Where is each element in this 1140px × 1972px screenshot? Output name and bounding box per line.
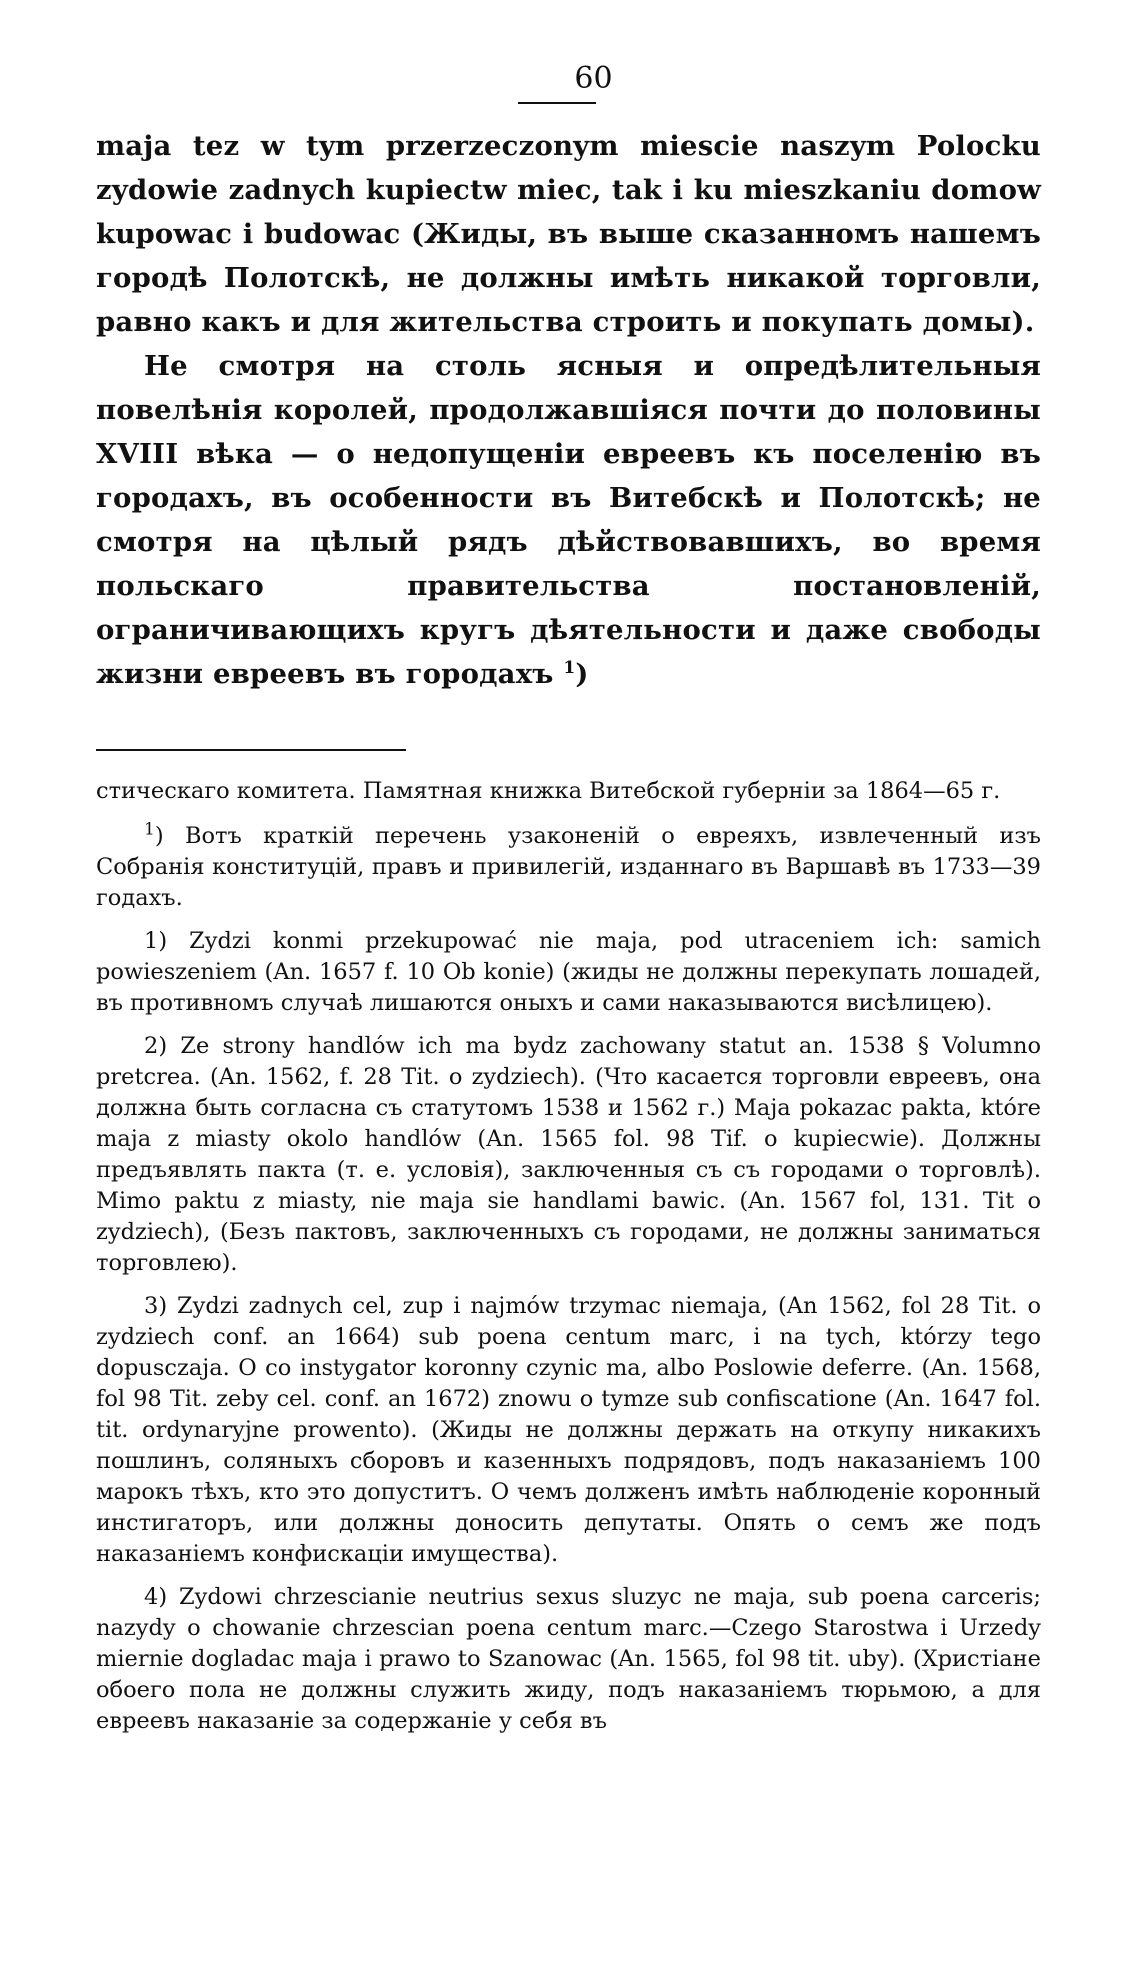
footnote-1-text: ) Вотъ краткій перечень узаконеній о евреяхъ, извлеченный изъ Собранія конституцій, правъ и привилегій, изданнаго въ Варшавѣ въ 1733—39 годахъ. xyxy=(96,823,1041,911)
footnote-1 xyxy=(96,821,1041,914)
footnote-rule xyxy=(96,749,406,751)
body-paragraph-2-text: Не смотря на столь ясныя и опредѣлительныя повелѣнія королей, продолжавшіяся почти до половины XVIII вѣка — о недопущеніи евреевъ къ поселенію въ городахъ, въ особенности въ Витебскѣ и Полотскѣ; не смотря на цѣлый рядъ дѣйствовавшихъ, во время польскаго правительства постановленій, ограничивающихъ кругъ дѣятельности и даже свободы жизни евреевъ въ городахъ xyxy=(96,350,1041,690)
page-number: 60 xyxy=(574,61,613,96)
footnote-item-3: 3) Zydzi zadnych cel, zup i najmów trzymac niemaja, (An 1562, fol 28 Tit. o zydziech conf. an 1664) sub poena centum marc, i na tych, którzy tego dopusczaja. O co instygator koronny czynic ma, albo Poslowie deferre. (An. 1568, fol 98 Tit. zeby cel. conf. an 1672) znowu o tymze sub confiscatione (An. 1647 fol. tit. ordynaryjne prowento). (Жиды не должны держать на откупу никакихъ пошлинъ, соляныхъ сборовъ и казенныхъ подрядовъ, подъ наказаніемъ 100 марокъ тѣхъ, кто это допуститъ. О чемъ долженъ имѣть наблюденіе коронный инстигаторъ, или должны доносить депутаты. Опять о семъ же подъ наказаніемъ конфискаціи имущества). xyxy=(96,1293,1041,1567)
main-text xyxy=(96,124,1041,696)
footnote-1-mark: 1 xyxy=(144,819,155,840)
footnote-reference: 1 xyxy=(563,657,576,678)
footnote-continuation: стическаго комитета. Памятная книжка Витебской губерніи за 1864—65 г. xyxy=(96,778,1001,804)
footnote-item-2: 2) Ze strony handlów ich ma bydz zachowany statut an. 1538 § Volumno pretcrea. (An. 1562, f. 28 Tit. o zydziech). (Что касается торговли евреевъ, она должна быть согласна съ статутомъ 1538 и 1562 г.) Maja pokazac pakta, które maja z miasty okolo handlów (An. 1565 fol. 98 Tif. o kupiecwie). Должны предъявлять пакта (т. е. условія), заключенныя съ съ городами о торговлѣ). Mimo paktu z miasty, nie maja sie handlami bawic. (An. 1567 fol, 131. Tit o zydziech), (Безъ пактовъ, заключенныхъ съ городами, не должны заниматься торговлею). xyxy=(96,1033,1041,1276)
document-page xyxy=(96,60,1041,1749)
body-paragraph-2 xyxy=(96,344,1041,696)
footnote-item-4: 4) Zydowi chrzescianie neutrius sexus sluzyc ne maja, sub poena carceris; nazydy o chowanie chrzescian poena centum marc.—Czego Starostwa i Urzedy miernie dogladac maja i prawo to Szanowac (An. 1565, fol 98 tit. uby). (Христіане обоего пола не должны служить жиду, подъ наказаніемъ тюрьмою, а для евреевъ наказаніе за содержаніе у себя въ xyxy=(96,1584,1041,1734)
page-number-rule xyxy=(518,102,596,104)
body-paragraph-2-end: ) xyxy=(575,658,589,690)
footnote-item-1: 1) Zydzi konmi przekupować nie maja, pod utraceniem ich: samich powieszeniem (An. 1657 f. 10 Ob konie) (жиды не должны перекупать лошадей, въ противномъ случаѣ лишаются оныхъ и сами наказываются висѣлицею). xyxy=(96,928,1041,1016)
body-paragraph-1: maja tez w tym przerzeczonym miescie naszym Polocku zydowie zadnych kupiectw miec, tak i ku mieszkaniu domow kupowac i budowac (Жиды, въ выше сказанномъ нашемъ городѣ Полотскѣ, не должны имѣть никакой торговли, равно какъ и для жительства строить и покупать домы). xyxy=(96,130,1041,338)
footnotes xyxy=(96,776,1041,1737)
